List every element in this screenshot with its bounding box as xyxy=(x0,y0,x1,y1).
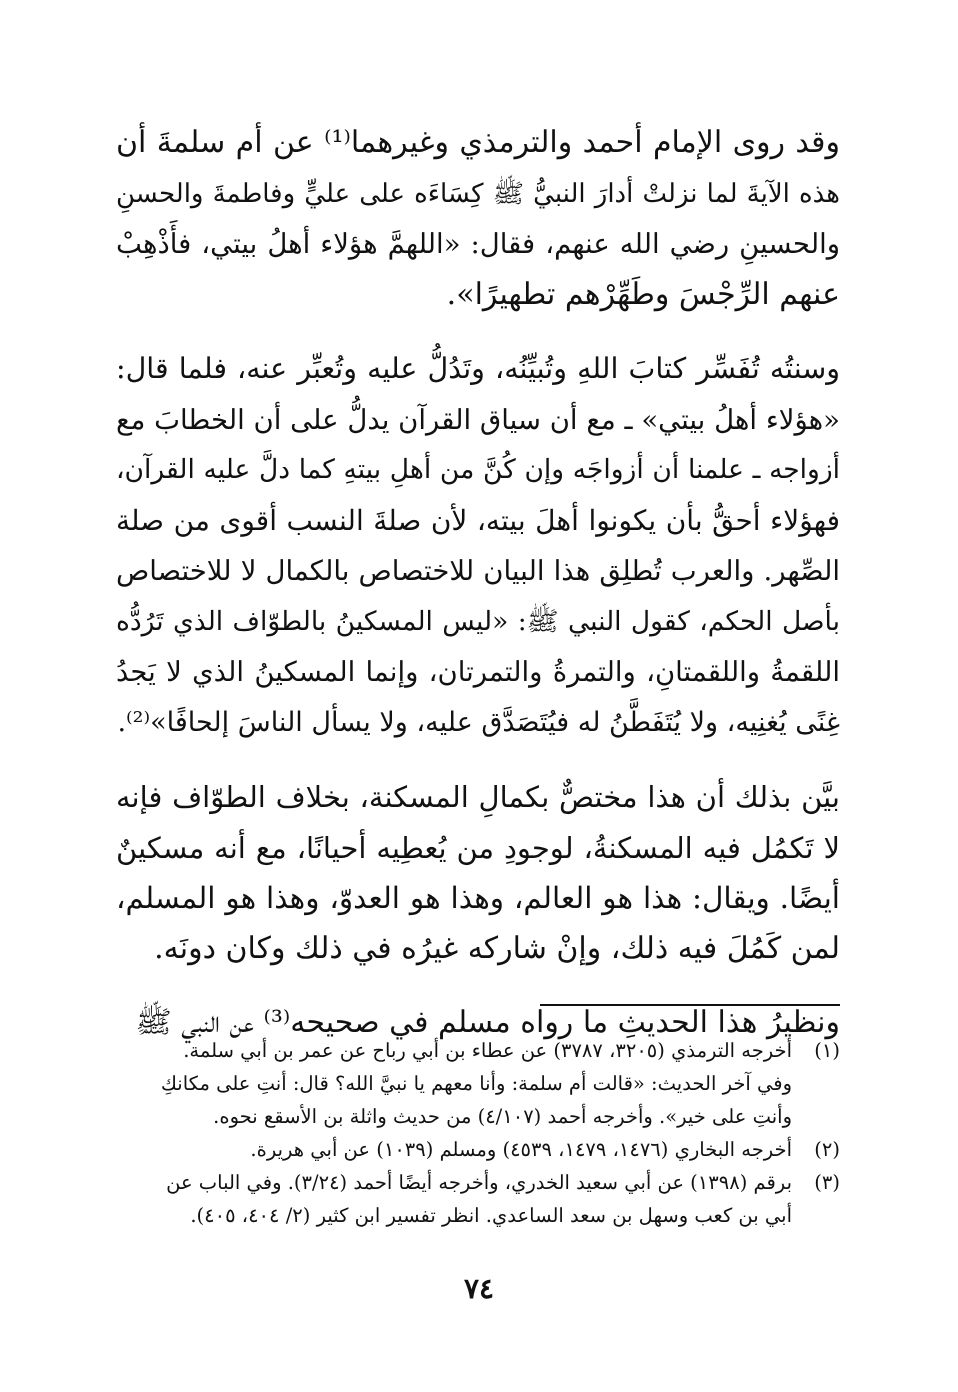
page-number: ٧٤ xyxy=(463,1272,495,1305)
text-line: لا تَكمُل فيه المسكنةُ، لوجودِ من يُعطِيه أحيانًا، مع أنه مسكينٌ xyxy=(116,830,840,865)
footnote-line: وفي آخر الحديث: «قالت أم سلمة: وأنا معهم يا نبيَّ الله؟ قال: أنتِ على مكانكِ xyxy=(160,1072,792,1095)
paragraph xyxy=(116,344,840,748)
text-line: أيضًا. ويقال: هذا هو العالم، وهذا هو العدوّ، وهذا هو المسلم، xyxy=(116,881,840,915)
text-line: «هؤلاء أهلُ بيتي» ـ مع أن سياق القرآن يدلُّ على أن الخطابَ مع xyxy=(116,403,840,436)
text-line: وسنتُه تُفَسِّر كتابَ اللهِ وتُبيِّنُه، وتَدُلُّ عليه وتُعبِّر عنه، فلما قال: xyxy=(116,352,840,385)
footnote-body xyxy=(116,1034,792,1133)
footnote-number: (٢) xyxy=(814,1138,840,1161)
paragraph xyxy=(116,772,840,974)
footnote-line: أبي بن كعب وسهل بن سعد الساعدي. انظر تفسير ابن كثير (٢/ ٤٠٤، ٤٠٥). xyxy=(190,1204,792,1227)
footnote-line: أخرجه البخاري (١٤٧٦، ١٤٧٩، ٤٥٣٩) ومسلم (١٠٣٩) عن أبي هريرة. xyxy=(250,1138,792,1161)
footnote-number: (٣) xyxy=(814,1171,840,1194)
text-line: ونظيرُ هذا الحديثِ ما رواه مسلم في صحيحه⁽³⁾ عن النبي ﷺ xyxy=(135,1005,840,1040)
text-line: هذه الآيةَ لما نزلتْ أدارَ النبيُّ ﷺ كِسَاءَه على عليٍّ وفاطمةَ والحسنِ xyxy=(116,178,840,209)
text-line: بأصل الحكم، كقول النبي ﷺ: «ليس المسكينُ بالطوّاف الذي تَرُدُّه xyxy=(116,605,840,637)
text-line: عنهم الرِّجْسَ وطَهِّرْهم تطهيرًا». xyxy=(446,276,840,312)
footnote xyxy=(116,1166,840,1232)
footnotes xyxy=(116,1034,840,1232)
text-line: والحسينِ رضي الله عنهم، فقال: «اللهمَّ هؤلاء أهلُ بيتي، فأَذْهِبْ xyxy=(116,228,840,260)
footnote-number: (١) xyxy=(814,1039,840,1062)
footnote xyxy=(116,1133,840,1166)
paragraph xyxy=(116,118,840,320)
footnote xyxy=(116,1034,840,1133)
text-line: فهؤلاء أحقُّ بأن يكونوا أهلَ بيته، لأن صلةَ النسب أقوى من صلة xyxy=(116,503,840,537)
text-line: أزواجه ـ علمنا أن أزواجَه وإن كُنَّ من أهلِ بيتهِ كما دلَّ عليه القرآن، xyxy=(116,454,840,485)
text-line: غِنًى يُغنِيه، ولا يُتَفَطَّنُ له فيُتَصَدَّق عليه، ولا يسأل الناسَ إلحافًا»⁽²⁾. xyxy=(117,706,840,738)
footnote-body xyxy=(116,1133,792,1166)
footnote-body xyxy=(116,1166,792,1232)
text-line: بيَّن بذلك أن هذا مختصٌّ بكمالِ المسكنة، بخلاف الطوّاف فإنه xyxy=(116,780,840,814)
footnote-line: وأنتِ على خير». وأخرجه أحمد (٤/١٠٧) من حديث واثلة بن الأسقع نحوه. xyxy=(213,1105,792,1128)
footnote-line: أخرجه الترمذي (٣٢٠٥، ٣٧٨٧) عن عطاء بن أبي رباح عن عمر بن أبي سلمة. xyxy=(183,1039,792,1062)
text-line: لمن كَمُلَ فيه ذلك، وإنْ شاركه غيرُه في ذلك وكان دونَه. xyxy=(154,930,840,966)
text-line: وقد روى الإمام أحمد والترمذي وغيرهما⁽¹⁾ عن أم سلمةَ أن xyxy=(116,125,840,160)
footnote-line: برقم (١٣٩٨) عن أبي سعيد الخدري، وأخرجه أيضًا أحمد (٣/٢٤). وفي الباب عن xyxy=(166,1171,792,1194)
footnote-separator xyxy=(540,1004,840,1006)
main-text xyxy=(116,118,840,1049)
text-line: اللقمةُ واللقمتانِ، والتمرةُ والتمرتان، وإنما المسكينُ الذي لا يَجدُ xyxy=(116,656,840,688)
text-line: الصِّهر. والعرب تُطلِق هذا البيان للاختصاص بالكمال لا للاختصاص xyxy=(116,555,840,587)
